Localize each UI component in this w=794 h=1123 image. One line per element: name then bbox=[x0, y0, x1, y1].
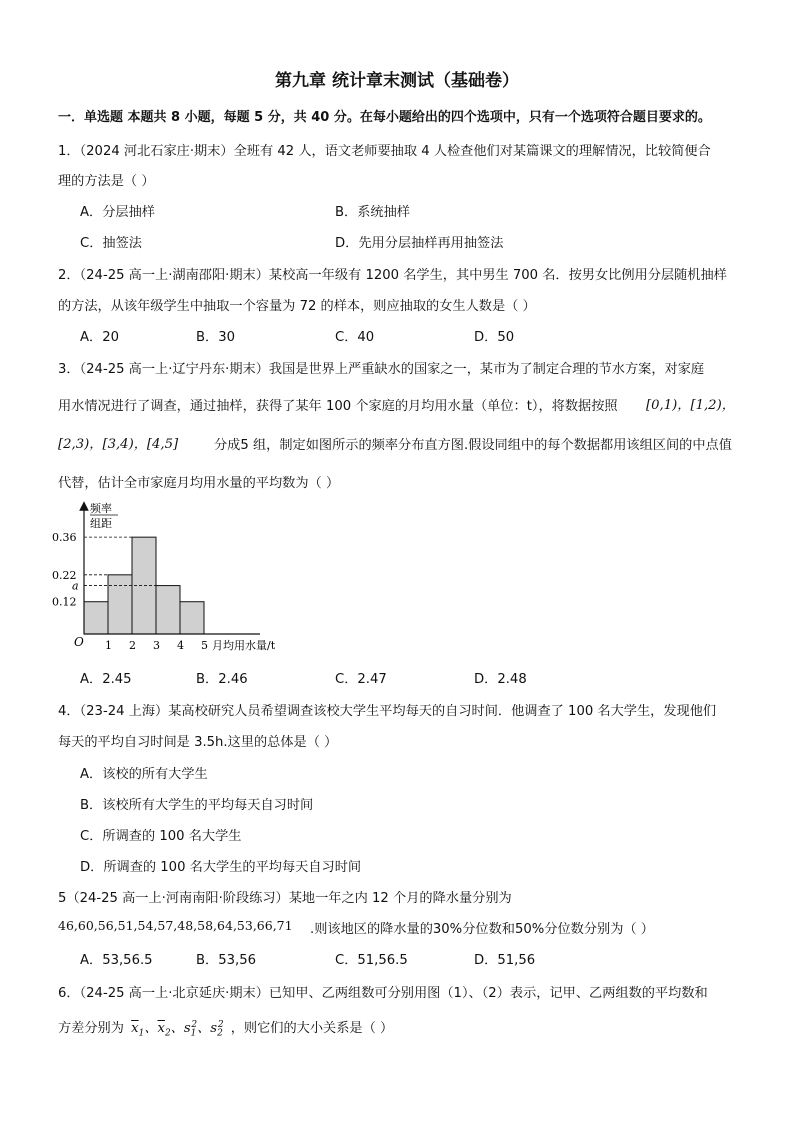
q2-option-b: B．30 bbox=[196, 330, 236, 345]
histogram-bar bbox=[108, 575, 132, 634]
q5-data-list: 46,60,56,51,54,57,48,58,64,53,66,71 bbox=[58, 918, 293, 933]
section-heading: 一．单选题 本题共 8 小题，每题 5 分，共 40 分。在每小题给出的四个选项中，只有一个选项符合题目要求的。 bbox=[58, 110, 711, 125]
q3-stem-line1: 3．（24-25 高一上·辽宁丹东·期末）我国是世界上严重缺水的国家之一，某市为了制定合理的节水方案，对家庭 bbox=[58, 362, 705, 377]
q2-option-c: C．40 bbox=[335, 330, 375, 345]
q2-stem-line2: 的方法，从该年级学生中抽取一个容量为 72 的样本，则应抽取的女生人数是（ ） bbox=[58, 299, 536, 314]
y-axis-label-bottom: 组距 bbox=[90, 517, 112, 530]
x-tick-label: 4 bbox=[177, 639, 184, 652]
histogram-bar bbox=[84, 602, 108, 634]
q6-text-before-symbols: 方差分别为 bbox=[58, 1021, 124, 1036]
q1-stem-line1: 1．（2024 河北石家庄·期末）全班有 42 人，语文老师要抽取 4 人检查他们对某篇课文的理解情况，比较简便合 bbox=[58, 144, 711, 159]
q4-option-d: D．所调查的 100 名大学生的平均每天自习时间 bbox=[80, 860, 362, 875]
q2-option-d: D．50 bbox=[474, 330, 515, 345]
q6-text-after-symbols: ，则它们的大小关系是（ ） bbox=[230, 1021, 394, 1036]
q1-option-b: B．系统抽样 bbox=[335, 205, 410, 220]
frequency-histogram bbox=[50, 498, 310, 658]
y-tick-label: 0.36 bbox=[52, 531, 77, 545]
q4-option-c: C．所调查的 100 名大学生 bbox=[80, 829, 242, 844]
q1-stem-line2: 理的方法是（ ） bbox=[58, 174, 155, 189]
q3-stem-line4: 代替，估计全市家庭月均用水量的平均数为（ ） bbox=[58, 476, 340, 491]
page-title: 第九章 统计章末测试（基础卷） bbox=[275, 71, 519, 91]
origin-label: O bbox=[74, 635, 84, 649]
x-axis-label: 月均用水量/t bbox=[212, 639, 276, 652]
q5-option-b: B．53,56 bbox=[196, 953, 256, 968]
q6-math-symbols: $\overline{x}_1$、$\overline{x}_2$、$s_1^2$、$s_2^2$ bbox=[131, 1019, 224, 1039]
q6-stem-line1: 6．（24-25 高一上·北京延庆·期末）已知甲、乙两组数可分别用图（1）、（2）表示，记甲、乙两组数的平均数和 bbox=[58, 986, 708, 1001]
x-tick-label: 1 bbox=[105, 639, 112, 652]
q3-option-b: B．2.46 bbox=[196, 672, 248, 687]
q5-option-c: C．51,56.5 bbox=[335, 953, 408, 968]
x-tick-label: 5 bbox=[201, 639, 208, 652]
q5-stem-line2: .则该地区的降水量的30%分位数和50%分位数分别为（ ） bbox=[310, 922, 654, 937]
q3-interval-text-1: [0,1)，[1,2)， bbox=[646, 398, 735, 413]
q5-option-a: A．53,56.5 bbox=[80, 953, 153, 968]
q3-option-a: A．2.45 bbox=[80, 672, 132, 687]
q3-option-d: D．2.48 bbox=[474, 672, 527, 687]
y-tick-label: a bbox=[72, 579, 79, 593]
q2-option-a: A．20 bbox=[80, 330, 119, 345]
q2-stem-line1: 2．（24-25 高一上·湖南邵阳·期末）某校高一年级有 1200 名学生，其中男生 700 名．按男女比例用分层随机抽样 bbox=[58, 268, 727, 283]
q3-stem-line3: 分成5 组，制定如图所示的频率分布直方图.假设同组中的每个数据都用该组区间的中点值 bbox=[214, 438, 732, 453]
q3-option-c: C．2.47 bbox=[335, 672, 387, 687]
y-tick-label: 0.22 bbox=[52, 568, 77, 582]
histogram-bar bbox=[156, 586, 180, 634]
q1-option-d: D．先用分层抽样再用抽签法 bbox=[335, 236, 504, 251]
y-axis-label-top: 频率 bbox=[90, 502, 112, 515]
y-tick-label: 0.12 bbox=[52, 595, 77, 609]
q5-stem-line1: 5（24-25 高一上·河南南阳·阶段练习）某地一年之内 12 个月的降水量分别为 bbox=[58, 891, 512, 906]
x-tick-label: 2 bbox=[129, 639, 136, 652]
q5-option-d: D．51,56 bbox=[474, 953, 536, 968]
q4-stem-line1: 4．（23-24 上海）某高校研究人员希望调查该校大学生平均每天的自习时间．他调查了 100 名大学生，发现他们 bbox=[58, 704, 717, 719]
q1-option-c: C．抽签法 bbox=[80, 236, 142, 251]
q4-option-a: A．该校的所有大学生 bbox=[80, 767, 208, 782]
q1-option-a: A．分层抽样 bbox=[80, 205, 155, 220]
q6-stem-line2 bbox=[58, 1017, 393, 1039]
q3-stem-line2: 用水情况进行了调查，通过抽样，获得了某年 100 个家庭的月均用水量（单位：t），将数据按照 bbox=[58, 399, 618, 414]
histogram-bar bbox=[180, 602, 204, 634]
q4-option-b: B．该校所有大学生的平均每天自习时间 bbox=[80, 798, 314, 813]
q3-interval-text-2: [2,3)，[3,4)，[4,5] bbox=[58, 437, 179, 452]
q4-stem-line2: 每天的平均自习时间是 3.5h.这里的总体是（ ） bbox=[58, 735, 338, 750]
x-tick-label: 3 bbox=[153, 639, 160, 652]
